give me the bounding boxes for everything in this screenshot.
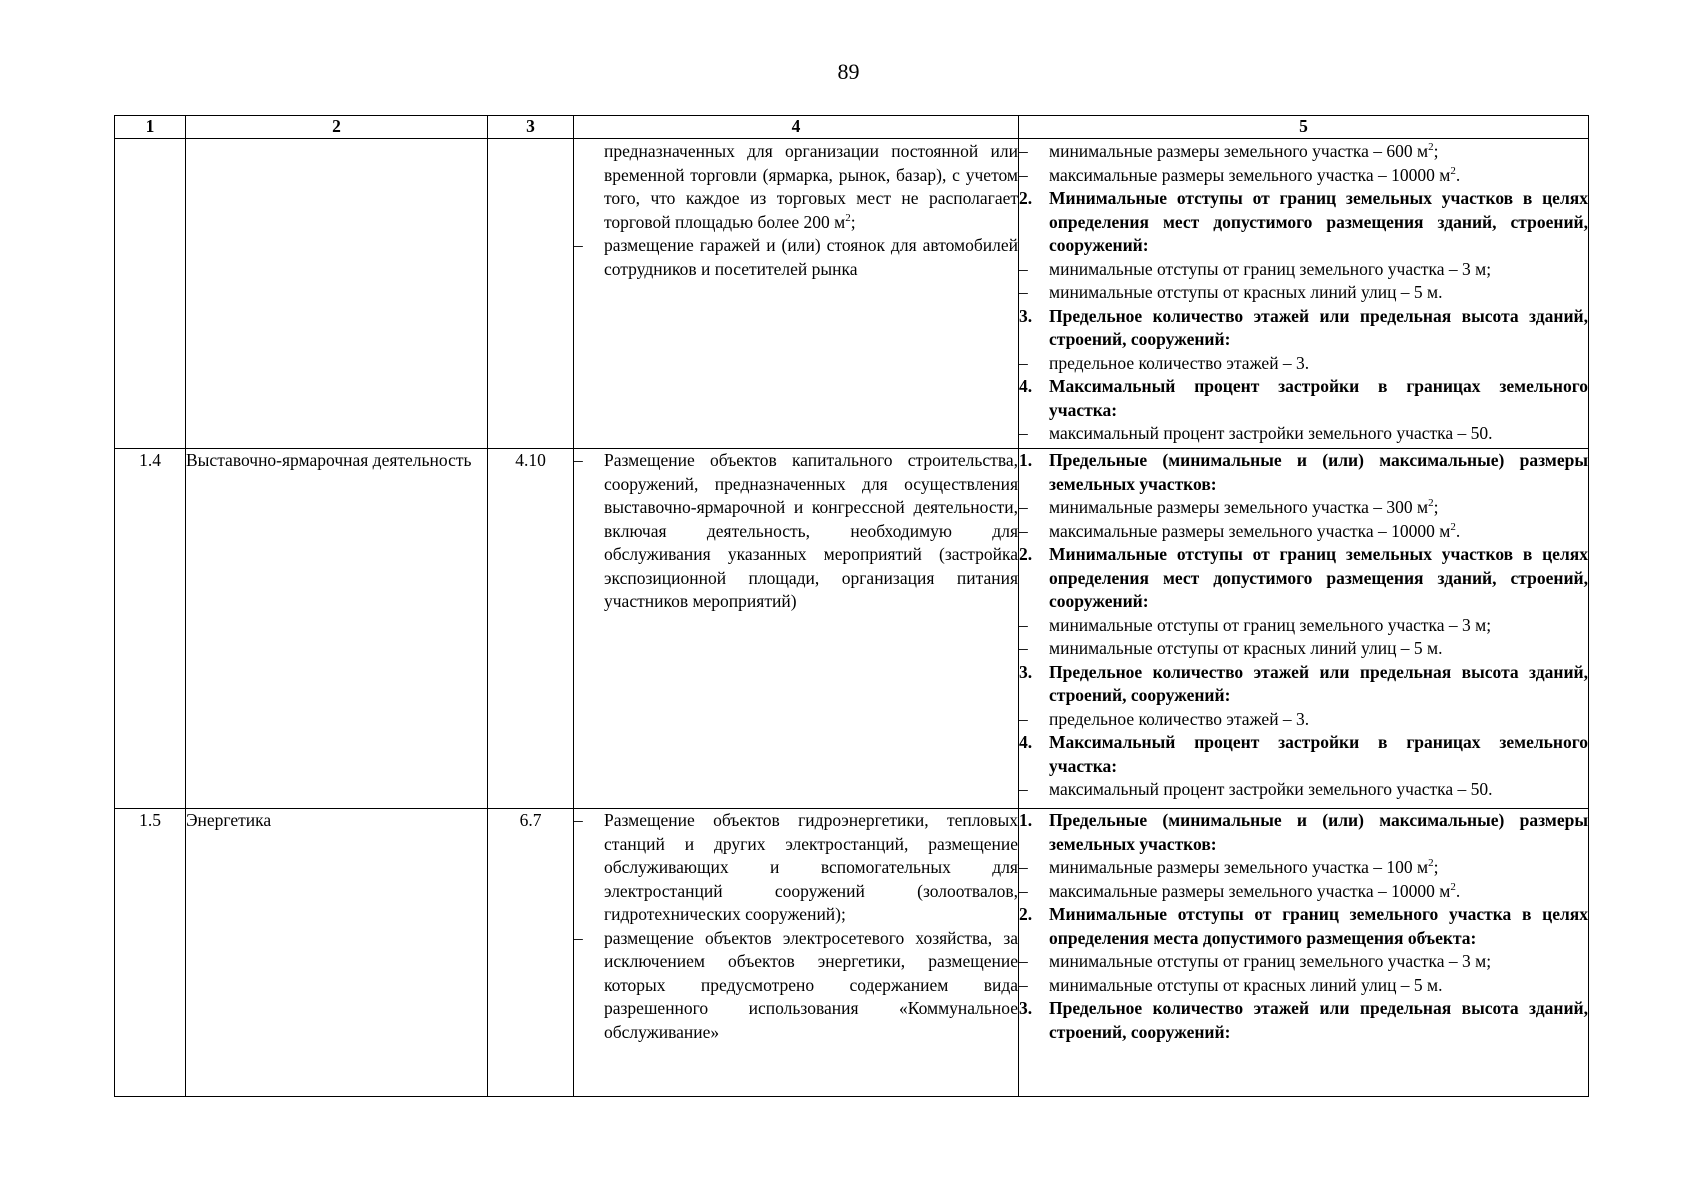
item-text (1049, 880, 1588, 904)
item-text (1049, 422, 1588, 446)
header-col-2: 2 (186, 116, 488, 139)
page-number: 89 (837, 59, 860, 84)
list-item (1019, 352, 1588, 376)
superscript: 2 (845, 211, 851, 224)
limit-parameters (1019, 139, 1589, 449)
item-text (1049, 352, 1588, 376)
item-number: 3. (1019, 305, 1033, 326)
list-item (1019, 708, 1588, 732)
section-heading (1019, 449, 1588, 496)
item-text (1049, 856, 1588, 880)
item-text-main: предельное количество этажей – 3. (1049, 352, 1310, 373)
dash-marker: – (1019, 352, 1028, 373)
dash-marker: – (1019, 282, 1028, 302)
item-text (1049, 258, 1588, 282)
list-item (1019, 496, 1588, 520)
row-number: 1.5 (115, 809, 186, 1097)
item-text (604, 809, 1018, 927)
item-text (1049, 140, 1588, 164)
dash-marker: – (1019, 614, 1028, 635)
list-item (574, 140, 1018, 234)
item-text (604, 927, 1018, 1045)
header-row (115, 116, 1589, 139)
superscript: 2 (1428, 857, 1434, 870)
superscript: 2 (1450, 880, 1456, 893)
section-heading (1019, 375, 1588, 422)
section-heading (1019, 809, 1588, 856)
item-text-main: максимальные размеры земельного участка – 10000 м (1049, 520, 1451, 541)
item-text-main: минимальные отступы от границ земельного участка – 3 м; (1049, 258, 1492, 279)
dash-marker: – (574, 927, 583, 948)
dash-marker: – (1019, 423, 1028, 443)
dash-marker: – (574, 450, 583, 470)
list-item (1019, 974, 1588, 998)
list-item (574, 927, 1018, 1045)
superscript: 2 (1450, 164, 1456, 177)
dash-marker: – (1019, 141, 1028, 161)
dash-marker: – (574, 810, 583, 830)
list-item (1019, 281, 1588, 305)
header-col-3: 3 (488, 116, 574, 139)
item-text-main: Предельное количество этажей или предельная высота зданий, строений, сооружений: (1049, 305, 1588, 349)
item-punctuation: . (1455, 164, 1461, 185)
list-item (1019, 422, 1588, 446)
item-punctuation: ; (1433, 141, 1439, 161)
item-text (1049, 543, 1588, 614)
row-number (115, 139, 186, 449)
dash-marker: – (1019, 708, 1028, 729)
item-text (1049, 731, 1588, 778)
dash-marker: – (1019, 638, 1028, 658)
item-text (1049, 164, 1588, 188)
dash-marker: – (1019, 779, 1028, 799)
dash-marker: – (1019, 974, 1028, 995)
section-heading (1019, 997, 1588, 1044)
item-text (1049, 778, 1588, 802)
item-number: 3. (1019, 661, 1033, 682)
list-item (1019, 614, 1588, 638)
dash-marker: – (1019, 258, 1028, 279)
item-text-main: Предельное количество этажей или предельная высота зданий, строений, сооружений: (1049, 661, 1588, 705)
item-text (1049, 305, 1588, 352)
item-number: 1. (1019, 450, 1033, 470)
item-text (1049, 809, 1588, 856)
dash-marker: – (1019, 497, 1028, 517)
item-text (1049, 449, 1588, 496)
section-heading (1019, 187, 1588, 258)
header-col-1: 1 (115, 116, 186, 139)
item-text (604, 140, 1018, 234)
zoning-table (114, 115, 1589, 1097)
item-number: 1. (1019, 810, 1033, 830)
item-text-main: размещение гаражей и (или) стоянок для автомобилей сотрудников и посетителей рынка (604, 235, 1018, 279)
item-text-main: минимальные отступы от границ земельного участка – 3 м; (1049, 951, 1492, 971)
item-text-main: максимальный процент застройки земельного участка – 50. (1049, 423, 1493, 443)
permitted-use-name: Энергетика (186, 809, 488, 1097)
item-text-main: Минимальные отступы от границ земельных участков в целях определения мест допустимого размещения зданий, строений, сооружений: (1049, 544, 1588, 611)
item-number: 2. (1019, 544, 1033, 564)
use-code (488, 139, 574, 449)
list-item (1019, 637, 1588, 661)
limit-parameters (1019, 449, 1589, 809)
item-text-main: Предельное количество этажей или предельная высота зданий, строений, сооружений: (1049, 998, 1588, 1042)
item-text (1049, 661, 1588, 708)
table-row (115, 809, 1589, 1097)
item-number: 2. (1019, 188, 1033, 208)
use-description (574, 809, 1019, 1097)
item-punctuation: ; (1433, 497, 1439, 517)
list-item (574, 449, 1018, 614)
table-row (115, 449, 1589, 809)
item-text-main: минимальные отступы от красных линий улиц – 5 м. (1049, 282, 1443, 302)
limit-parameters (1019, 809, 1589, 1097)
use-description (574, 139, 1019, 449)
use-code: 4.10 (488, 449, 574, 809)
row-number: 1.4 (115, 449, 186, 809)
item-text-main: размещение объектов электросетевого хозяйства, за исключением объектов энергетики, размещение которых предусмотрено содержанием вида разрешенного использования «Коммунальное обслуживание» (604, 927, 1018, 1042)
dash-marker: – (1019, 164, 1028, 185)
header-col-5: 5 (1019, 116, 1589, 139)
list-item (574, 809, 1018, 927)
permitted-use-name (186, 139, 488, 449)
item-text (1049, 187, 1588, 258)
superscript: 2 (1428, 497, 1434, 510)
item-text-main: минимальные размеры земельного участка – 100 м (1049, 857, 1429, 877)
item-text (1049, 375, 1588, 422)
item-punctuation: ; (850, 211, 856, 232)
dash-marker: – (1019, 951, 1028, 971)
list-item (574, 234, 1018, 281)
section-heading (1019, 543, 1588, 614)
item-text (1049, 637, 1588, 661)
item-text-main: Минимальные отступы от границ земельного участка в целях определения места допустимого размещения объекта: (1049, 904, 1588, 948)
section-heading (1019, 661, 1588, 708)
item-text-main: Предельные (минимальные и (или) максимальные) размеры земельных участков: (1049, 450, 1588, 494)
item-text (604, 449, 1018, 614)
item-punctuation: . (1455, 880, 1461, 901)
header-col-4: 4 (574, 116, 1019, 139)
item-number: 2. (1019, 904, 1033, 924)
item-text (1049, 997, 1588, 1044)
list-item (1019, 856, 1588, 880)
item-text-main: Размещение объектов гидроэнергетики, тепловых станций и других электростанций, размещение обслуживающих и вспомогательных для электростанций сооружений (золоотвалов, гидротехнических сооружений); (604, 810, 1018, 924)
item-text (1049, 950, 1588, 974)
superscript: 2 (1428, 141, 1434, 154)
item-text (1049, 520, 1588, 544)
item-text-main: Предельные (минимальные и (или) максимальные) размеры земельных участков: (1049, 810, 1588, 854)
item-text-main: предельное количество этажей – 3. (1049, 708, 1310, 729)
item-punctuation: ; (1433, 857, 1439, 877)
dash-marker: – (1019, 880, 1028, 901)
section-heading (1019, 903, 1588, 950)
dash-marker: – (1019, 520, 1028, 541)
dash-marker: – (1019, 857, 1028, 877)
item-text (1049, 708, 1588, 732)
item-text (1049, 496, 1588, 520)
section-heading (1019, 305, 1588, 352)
item-text-main: минимальные отступы от границ земельного участка – 3 м; (1049, 614, 1492, 635)
item-text-main: минимальные размеры земельного участка – 300 м (1049, 497, 1429, 517)
use-code: 6.7 (488, 809, 574, 1097)
item-text (1049, 614, 1588, 638)
item-text (1049, 281, 1588, 305)
permitted-use-name: Выставочно-ярмарочная деятельность (186, 449, 488, 809)
item-punctuation: . (1455, 520, 1461, 541)
table-row (115, 139, 1589, 449)
item-text-main: Размещение объектов капитального строительства, сооружений, предназначенных для осуществления выставочно-ярмарочной и конгрессной деятельности, включая деятельность, необходимую для обслуживания указанных мероприятий (застройка экспозиционной площади, организация питания участников мероприятий) (604, 450, 1018, 611)
use-description (574, 449, 1019, 809)
superscript: 2 (1450, 520, 1456, 533)
item-number: 3. (1019, 998, 1033, 1018)
item-text-main: Минимальные отступы от границ земельных участков в целях определения мест допустимого размещения зданий, строений, сооружений: (1049, 188, 1588, 255)
dash-marker: – (574, 235, 583, 255)
item-text-main: максимальные размеры земельного участка – 10000 м (1049, 164, 1451, 185)
item-text-main: Максимальный процент застройки в границах земельного участка: (1049, 732, 1588, 776)
list-item (1019, 164, 1588, 188)
section-heading (1019, 731, 1588, 778)
item-text-main: максимальный процент застройки земельного участка – 50. (1049, 779, 1493, 799)
list-item (1019, 258, 1588, 282)
item-text-main: предназначенных для организации постоянной или временной торговли (ярмарка, рынок, базар), с учетом того, что каждое из торговых мест не располагает торговой площадью более 200 м (604, 141, 1018, 232)
list-item (1019, 520, 1588, 544)
item-text-main: Максимальный процент застройки в границах земельного участка: (1049, 376, 1588, 420)
item-text (1049, 974, 1588, 998)
item-text (604, 234, 1018, 281)
item-number: 4. (1019, 732, 1033, 752)
item-text-main: минимальные отступы от красных линий улиц – 5 м. (1049, 638, 1443, 658)
item-text-main: минимальные отступы от красных линий улиц – 5 м. (1049, 974, 1443, 995)
list-item (1019, 778, 1588, 802)
item-number: 4. (1019, 376, 1033, 396)
list-item (1019, 950, 1588, 974)
list-item (1019, 140, 1588, 164)
item-text (1049, 903, 1588, 950)
item-text-main: минимальные размеры земельного участка – 600 м (1049, 141, 1429, 161)
item-text-main: максимальные размеры земельного участка – 10000 м (1049, 880, 1451, 901)
list-item (1019, 880, 1588, 904)
